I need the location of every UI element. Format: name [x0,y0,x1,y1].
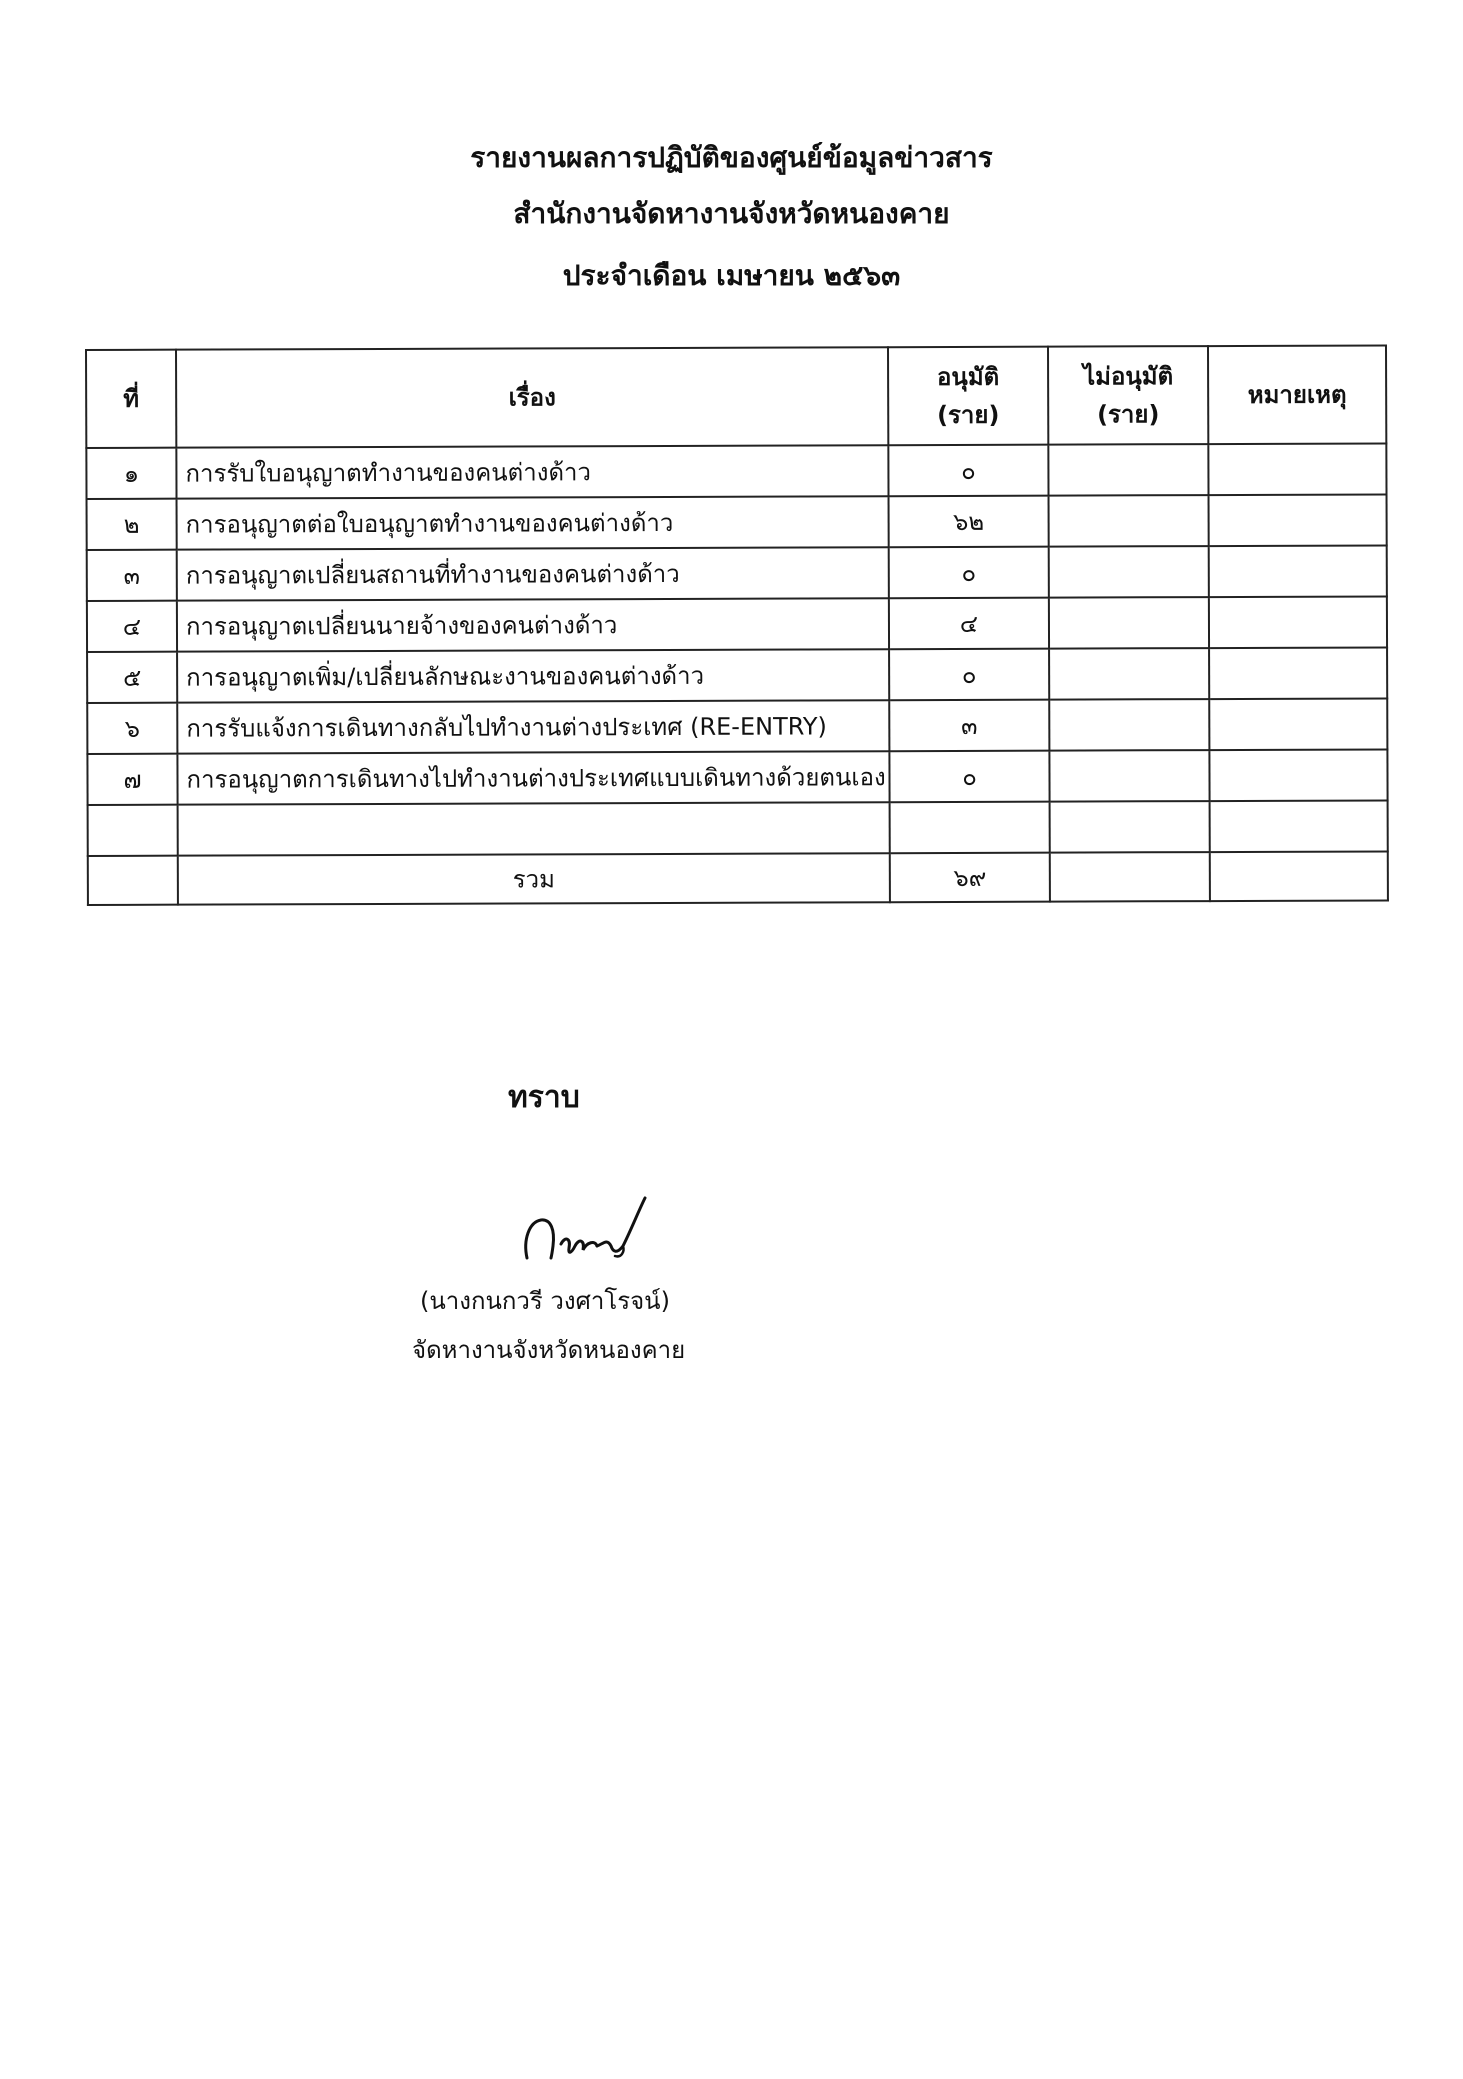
row-approved: ๐ [888,445,1048,497]
row-number [88,805,178,856]
table-row [87,698,1387,754]
table-row [87,545,1387,601]
header-not-approved-unit: (ราย) [1096,400,1160,429]
row-number: ๗ [87,754,177,805]
row-not-approved [1049,699,1209,751]
row-number: ๕ [87,652,177,703]
header-no: ที่ [86,350,176,448]
row-remark [1209,698,1387,750]
row-subject: การอนุญาตเปลี่ยนนายจ้างของคนต่างด้าว [177,598,889,651]
table-total-row [88,851,1388,905]
row-number: ๑ [86,448,176,499]
table-header-row [86,345,1386,448]
row-not-approved [1049,648,1209,700]
row-approved: ๓ [889,700,1049,752]
total-not-approved [1050,852,1210,902]
total-approved: ๖๙ [890,853,1050,903]
row-remark [1209,647,1387,699]
row-not-approved [1048,444,1208,496]
report-table [85,344,1389,906]
total-label: รวม [178,853,890,904]
row-not-approved [1049,495,1209,547]
header-subject: เรื่อง [176,347,888,447]
table-row [87,647,1387,703]
row-approved: ๐ [889,649,1049,701]
row-not-approved [1049,597,1209,649]
office-name: สำนักงานจัดหางานจังหวัดหนองคาย [513,197,950,230]
row-remark [1209,494,1387,546]
row-subject [178,802,890,855]
row-not-approved [1049,546,1209,598]
header-approved [888,347,1048,446]
total-remark [1210,851,1388,901]
row-approved: ๖๒ [889,496,1049,548]
report-period: ประจำเดือน เมษายน ๒๕๖๓ [562,259,901,292]
row-subject: การรับแจ้งการเดินทางกลับไปทำงานต่างประเทศ (RE-ENTRY) [177,700,889,753]
row-approved: ๐ [889,751,1049,803]
row-remark [1210,800,1388,852]
table-row [87,494,1387,550]
row-subject: การอนุญาตการเดินทางไปทำงานต่างประเทศแบบเดินทางด้วยตนเอง [177,751,889,804]
report-title: รายงานผลการปฏิบัติของศูนย์ข้อมูลข่าวสาร [470,141,993,174]
header-approved-unit: (ราย) [936,400,1000,430]
row-number: ๖ [87,703,177,754]
handwritten-signature [505,1192,665,1272]
header-not-approved [1048,346,1208,445]
row-remark [1208,443,1386,495]
row-subject: การรับใบอนุญาตทำงานของคนต่างด้าว [176,445,888,498]
row-remark [1209,596,1387,648]
table-row [87,596,1387,652]
acknowledge-text: ทราบ [508,1080,580,1115]
table-row [87,749,1387,805]
header-approved-label: อนุมัติ [936,362,1000,392]
row-not-approved [1050,801,1210,853]
row-approved [890,802,1050,854]
table-row-empty [88,800,1388,856]
row-subject: การอนุญาตเพิ่ม/เปลี่ยนลักษณะงานของคนต่างด้าว [177,649,889,702]
row-subject: การอนุญาตเปลี่ยนสถานที่ทำงานของคนต่างด้าว [177,547,889,600]
row-number: ๓ [87,550,177,601]
row-not-approved [1049,750,1209,802]
row-approved: ๐ [889,547,1049,599]
row-subject: การอนุญาตต่อใบอนุญาตทำงานของคนต่างด้าว [177,496,889,549]
row-remark [1209,545,1387,597]
table-row [86,443,1386,499]
row-number: ๔ [87,601,177,652]
row-approved: ๔ [889,598,1049,650]
total-number-cell [88,856,178,905]
header-not-approved-label: ไม่อนุมัติ [1082,362,1174,391]
header-remark: หมายเหตุ [1208,345,1386,444]
signer-position: จัดหางานจังหวัดหนองคาย [412,1336,686,1364]
row-number: ๒ [87,499,177,550]
signer-name: (นางกนกวรี วงศาโรจน์) [420,1287,670,1315]
row-remark [1209,749,1387,801]
